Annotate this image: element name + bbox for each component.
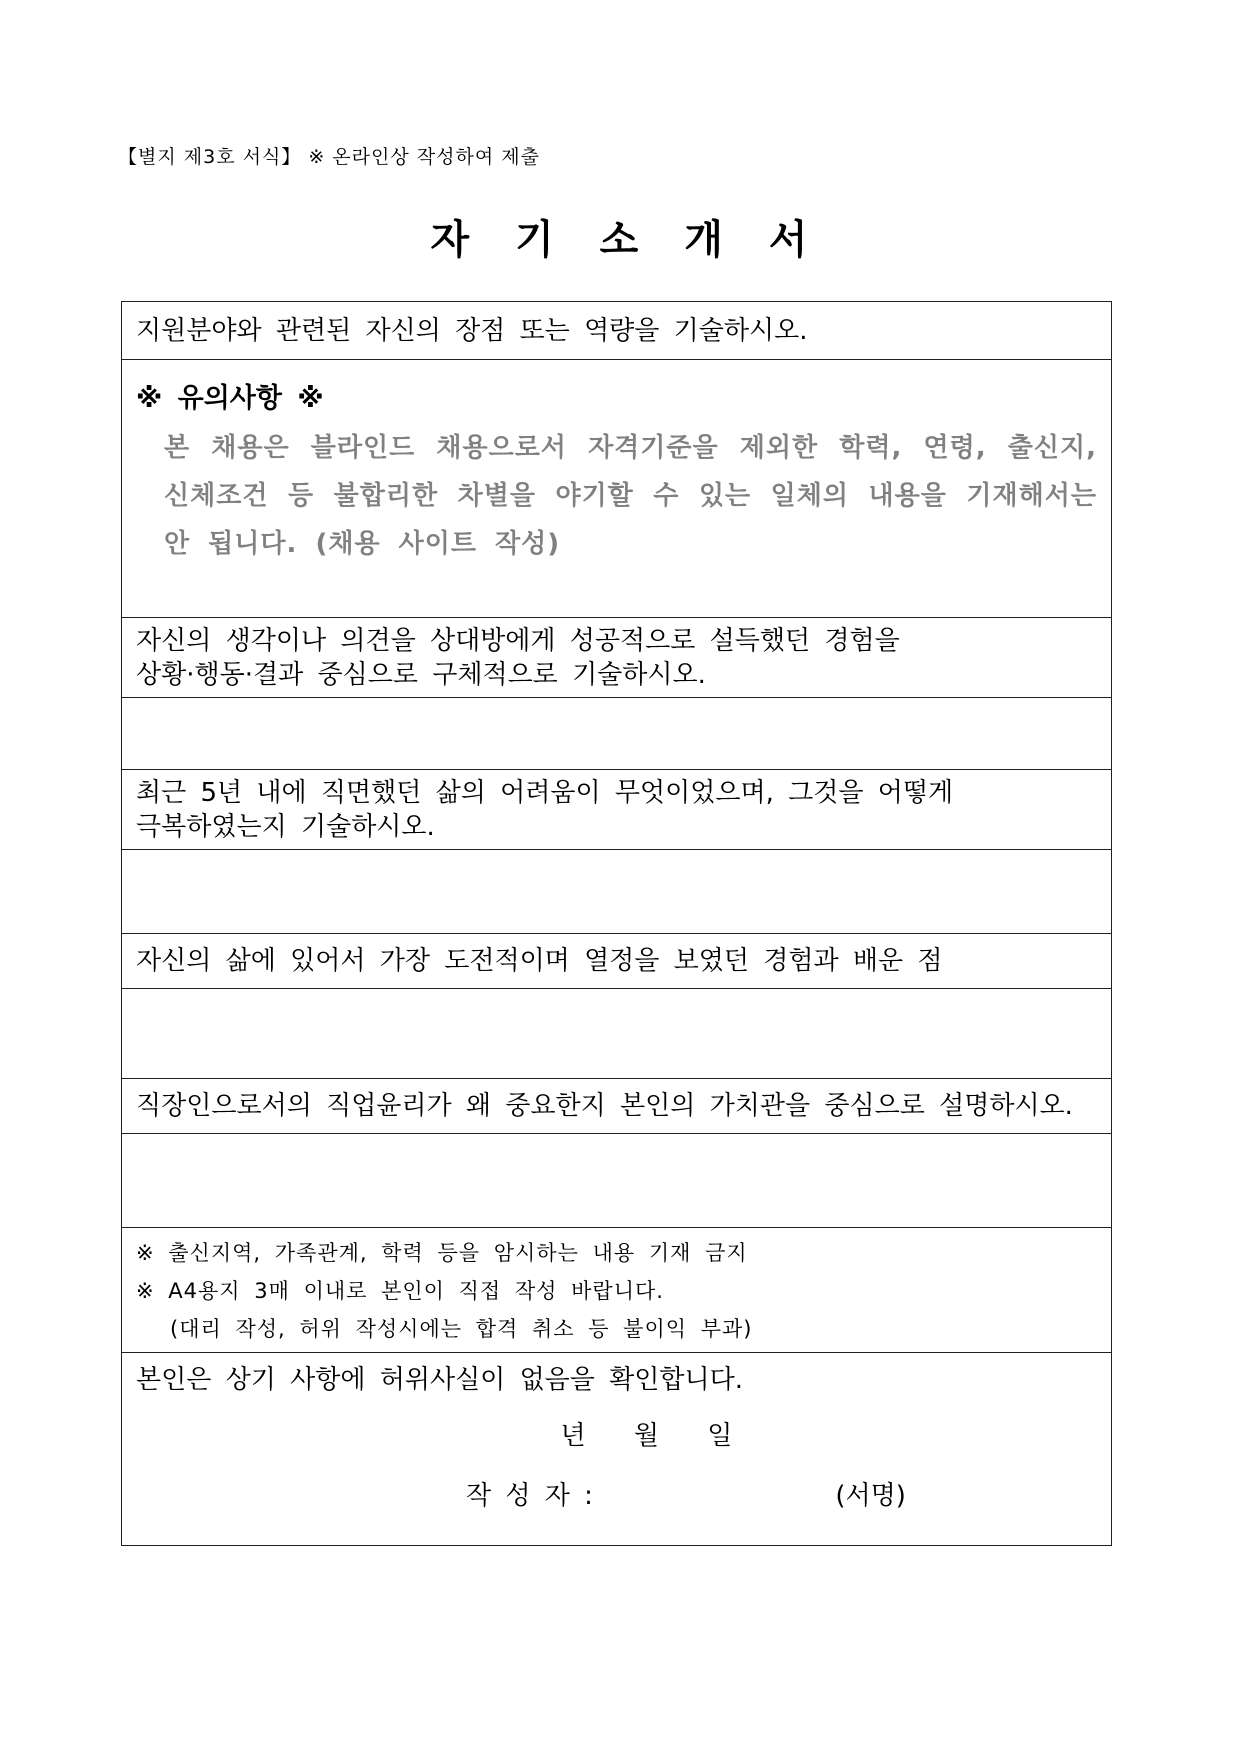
- question-2: [122, 618, 1112, 698]
- confirmation-cell: [122, 1353, 1112, 1546]
- question-2-line-1: 자신의 생각이나 의견을 상대방에게 성공적으로 설득했던 경험을: [136, 625, 900, 656]
- form-header: [118, 142, 540, 169]
- question-1: 지원분야와 관련된 자신의 장점 또는 역량을 기술하시오.: [122, 302, 1112, 360]
- answer-field-2[interactable]: [122, 698, 1112, 770]
- notice-title: ※ 유의사항 ※: [136, 383, 324, 414]
- answer-row-2: [122, 698, 1112, 770]
- date-line[interactable]: 년 월 일: [560, 1421, 733, 1451]
- question-3: [122, 770, 1112, 850]
- question-5: 직장인으로서의 직업윤리가 왜 중요한지 본인의 가치관을 중심으로 설명하시오.: [122, 1079, 1112, 1134]
- question-3-line-2: 극복하였는지 기술하시오.: [136, 811, 435, 842]
- submission-note: ※ 온라인상 작성하여 제출: [308, 146, 540, 168]
- signature-label[interactable]: (서명): [835, 1481, 906, 1511]
- question-row-2: [122, 618, 1112, 698]
- caution-1: ※ 출신지역, 가족관계, 학력 등을 암시하는 내용 기재 금지: [136, 1241, 748, 1265]
- answer-field-3[interactable]: [122, 850, 1112, 934]
- signature-line: [136, 1479, 1097, 1513]
- cautions-cell: [122, 1228, 1112, 1353]
- confirmation-row: [122, 1353, 1112, 1546]
- notice-cell[interactable]: [122, 360, 1112, 618]
- form-number: 【별지 제3호 서식】: [118, 146, 302, 168]
- caution-3: (대리 작성, 허위 작성시에는 합격 취소 등 불이익 부과): [170, 1317, 753, 1341]
- answer-row-3: [122, 850, 1112, 934]
- question-4: 자신의 삶에 있어서 가장 도전적이며 열정을 보였던 경험과 배운 점: [122, 934, 1112, 989]
- question-3-line-1: 최근 5년 내에 직면했던 삶의 어려움이 무엇이었으며, 그것을 어떻게: [136, 777, 954, 808]
- answer-row-5: [122, 1134, 1112, 1228]
- answer-row-4: [122, 989, 1112, 1079]
- question-2-line-2: 상황·행동·결과 중심으로 구체적으로 기술하시오.: [136, 659, 706, 690]
- question-row-3: [122, 770, 1112, 850]
- cautions-row: [122, 1228, 1112, 1353]
- notice-row: [122, 360, 1112, 618]
- question-row-5: [122, 1079, 1112, 1134]
- answer-field-5[interactable]: [122, 1134, 1112, 1228]
- writer-label: 작 성 자 :: [466, 1481, 593, 1511]
- question-row-1: [122, 302, 1112, 360]
- self-introduction-form: [121, 301, 1112, 1546]
- notice-body: 본 채용은 블라인드 채용으로서 자격기준을 제외한 학력, 연령, 출신지, 신체조건 등 불합리한 차별을 야기할 수 있는 일체의 내용을 기재해서는 안 됩니다. (채용 사이트 작성): [164, 433, 1097, 559]
- question-row-4: [122, 934, 1112, 989]
- confirmation-statement: 본인은 상기 사항에 허위사실이 없음을 확인합니다.: [136, 1365, 744, 1395]
- answer-field-4[interactable]: [122, 989, 1112, 1079]
- caution-2: ※ A4용지 3매 이내로 본인이 직접 작성 바랍니다.: [136, 1279, 664, 1303]
- document-title: 자 기 소 개 서: [430, 217, 810, 263]
